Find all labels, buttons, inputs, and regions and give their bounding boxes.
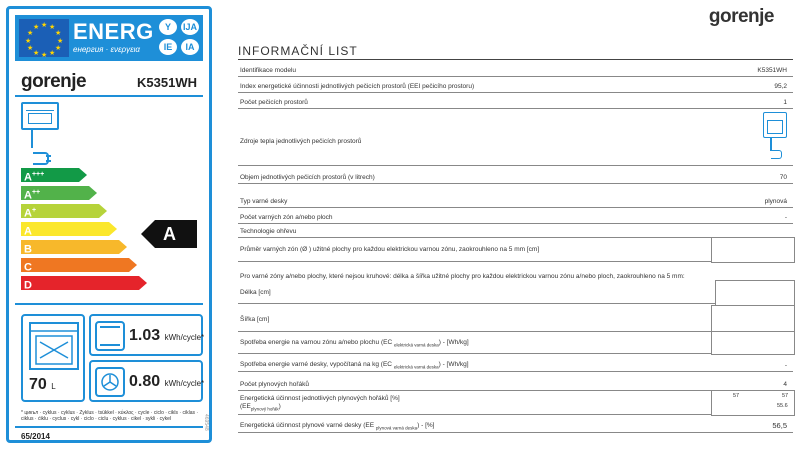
oven-cavity-icon: [29, 322, 79, 370]
row-oven-count: Počet pečicích prostorů 1: [238, 96, 793, 109]
power-cord-icon: [31, 128, 33, 148]
row-width: Šířka [cm]: [238, 305, 793, 332]
value-cell: [711, 237, 795, 263]
row-burner-efficiency: Energetická účinnost jednotlivých plynových hořáků [%] $(EE_{plynový hořák})$: [238, 390, 793, 415]
row-length: Délka [cm]: [238, 283, 793, 304]
burner-efficiency-value: 57: [733, 393, 740, 399]
regulation-number: 65/2014: [21, 432, 50, 441]
row-model-id: Identifikace modelu K5351WH: [238, 66, 793, 77]
sheet-title: INFORMAČNÍ LIST: [238, 44, 358, 58]
conventional-energy-value: 1.03 kWh/cycle*: [129, 327, 205, 344]
row-heating-tech: Technologie ohřevu: [238, 225, 793, 238]
lang-badge: IA: [181, 39, 199, 55]
burner-efficiency-value: 57: [782, 393, 789, 399]
lang-badge: IE: [159, 39, 177, 55]
fan-energy-value: 0.80 kWh/cycle*: [129, 373, 205, 390]
power-cord-icon: [770, 137, 772, 151]
energy-class-bar: C: [21, 258, 129, 272]
title-rule: [238, 59, 793, 60]
energy-label-header: [15, 15, 203, 61]
electric-oven-icon: [763, 112, 787, 138]
brand-logo: gorenje: [708, 6, 774, 27]
brand-row: [15, 69, 203, 97]
current-class-pointer: A: [155, 220, 197, 248]
electric-oven-icon: [21, 102, 59, 130]
volume-value: 70 L: [29, 376, 56, 393]
brand-logo: gorenje: [21, 71, 87, 92]
lang-badge: IJA: [181, 19, 199, 35]
energy-subtitle: енергия · ενεργεια: [73, 45, 140, 54]
row-hob-efficiency: Energetická účinnost plynové varné desky (EE $_{plynová varná deska}$) - [%] 56,5: [238, 418, 793, 433]
energy-word: ENERG: [73, 19, 154, 44]
fan-heating-icon: [95, 367, 125, 397]
energy-class-bar: D: [21, 276, 139, 290]
energy-class-bar: A++: [21, 186, 89, 200]
plug-icon: [33, 152, 49, 165]
burner-efficiency-value: 55.6: [777, 403, 788, 409]
energy-class-bar: B: [21, 240, 119, 254]
row-ec-hob: Spotřeba energie varné desky, vypočítaná na kg (EC $_{elektrická varná deska}$) - [Wh/kg] -: [238, 356, 793, 372]
row-noncircular: Pro varné zóny a/nebo plochy, které nejsou kruhové: délka a šířka užitné plochy pro každou elektrickou varnou zónu a/nebo ploch, zaokrouhleno na 5 mm:: [240, 273, 685, 280]
divider: [15, 426, 203, 428]
label-code: 469548: [203, 414, 209, 431]
row-volume: Objem jednotlivých pečicích prostorů (v litrech) 70: [238, 171, 793, 184]
row-hob-type: Typ varné desky plynová: [238, 193, 793, 208]
energy-class-bar: A+: [21, 204, 99, 218]
row-zones: Počet varných zón a/nebo ploch -: [238, 209, 793, 224]
lang-badge: Y: [159, 19, 177, 35]
divider: [15, 303, 203, 305]
cycle-footnote: * цикъл · cyklus · cyklus · Zyklus · tsükkel · κύκλος · cycle · ciclo · cikls · ciklas · ciklus · ċiklu · cyclus · cykl · ciclo · ciclu · cyklus · cikel · sykli · cykel: [21, 410, 199, 422]
conventional-heating-icon: [95, 321, 125, 351]
model-number: K5351WH: [137, 75, 197, 90]
energy-class-bar: A: [21, 222, 109, 236]
plug-icon: [771, 150, 782, 159]
energy-label: [6, 6, 212, 443]
row-zone-diameter: Průměr varných zón (Ø ) užitné plochy pro každou elektrickou varnou zónu, zaokrouhleno na 5 mm [cm]: [238, 237, 793, 262]
row-heat-source: Zdroje tepla jednotlivých pečicích prostorů: [238, 108, 793, 166]
value-cell: [711, 305, 795, 333]
row-ec-zone: Spotřeba energie na varnou zónu a/nebo plochu (EC $_{elektrická varná deska}$) - [Wh/kg]: [238, 331, 793, 354]
energy-class-bar: A+++: [21, 168, 79, 182]
value-cell: [715, 280, 795, 306]
row-eei: Index energetické účinnosti jednotlivých pečicích prostorů (EEI pečicího prostoru) 95,2: [238, 80, 793, 93]
eu-flag-icon: ★ ★ ★ ★ ★ ★ ★ ★ ★ ★ ★ ★: [19, 19, 69, 57]
row-burners: Počet plynových hořáků 4: [238, 378, 793, 391]
value-cell: [711, 331, 795, 355]
